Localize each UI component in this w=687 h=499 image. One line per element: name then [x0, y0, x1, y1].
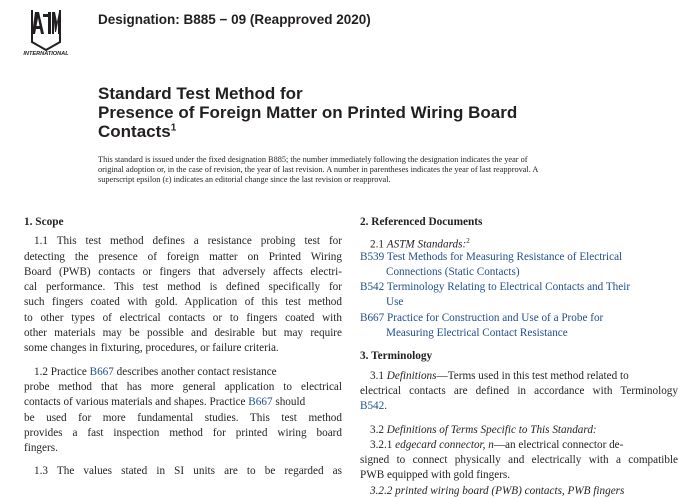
- text-fragment: contacts of various materials and shapes. Practice: [24, 396, 249, 409]
- title-footnote-mark[interactable]: 1: [170, 122, 177, 134]
- text-line: Board (PWB) contacts or fingers that adversely affects electri-: [24, 265, 342, 278]
- text-line: [360, 423, 678, 438]
- text-fragment: 3.1: [370, 369, 387, 382]
- text-line: [360, 369, 678, 384]
- astm-logo: [23, 4, 69, 57]
- notice-line: This standard is issued under the fixed designation B885; the number immediately following the designation indicates the year of: [98, 155, 528, 164]
- text-line: [360, 280, 678, 295]
- section-heading-scope: 1. Scope: [24, 216, 64, 228]
- title-line: Standard Test Method for: [98, 84, 303, 103]
- text-line: some changes in fixturing, procedures, or failure criteria.: [24, 342, 279, 355]
- page-title: [98, 84, 517, 141]
- logo-letter-m: [52, 12, 60, 34]
- reference-item: [360, 280, 678, 311]
- text-fragment: edgecard connector, n: [395, 438, 494, 451]
- title-line: [98, 122, 517, 141]
- scope-paragraph-1-1: [24, 234, 342, 356]
- text-line: fingers.: [24, 442, 58, 455]
- text-line: detecting the presence of foreign matter on Printed Wiring: [24, 250, 342, 263]
- reference-title[interactable]: Practice for Construction and Use of a Probe for: [384, 311, 604, 324]
- standard-notice: [98, 155, 628, 186]
- text-line: [360, 438, 678, 453]
- title-line-text: Contacts: [98, 122, 171, 141]
- ref-link-b542[interactable]: B542: [360, 400, 385, 413]
- text-fragment: —an electrical connector de-: [493, 438, 624, 451]
- text-fragment: ASTM Standards:: [386, 239, 467, 252]
- ref-link-b667[interactable]: B667: [248, 396, 273, 409]
- text-fragment: .: [384, 400, 388, 413]
- text-line: [360, 399, 678, 414]
- ref-link-b667[interactable]: B667: [89, 365, 114, 378]
- text-line: 1.1 This test method defines a resistance probing test for: [34, 235, 342, 248]
- reference-title[interactable]: Terminology Relating to Electrical Contacts and Their: [384, 281, 631, 294]
- right-column: [360, 215, 678, 499]
- text-line: provides a fast inspection method for printed wiring board: [24, 426, 342, 439]
- text-fragment: should: [272, 396, 306, 409]
- text-fragment: Definitions: [386, 369, 437, 382]
- text-line-partial: 3.2.2 printed wiring board (PWB) contacts, PWB fingers: [370, 484, 625, 497]
- text-line: signed to connect physically and electrically with a compatible: [360, 454, 678, 467]
- section-heading-terminology: 3. Terminology: [360, 350, 433, 363]
- reference-title[interactable]: Measuring Electrical Contact Resistance: [386, 327, 568, 340]
- reference-title[interactable]: Use: [386, 296, 404, 309]
- ref-link-b542[interactable]: B542: [360, 281, 385, 294]
- designation: Designation: B885 − 09 (Reapproved 2020): [98, 12, 371, 27]
- text-fragment: 3.2: [370, 423, 387, 436]
- text-line: [24, 365, 342, 380]
- reference-item: [360, 311, 678, 342]
- text-line: [360, 250, 678, 265]
- footnote-mark[interactable]: 2: [466, 237, 470, 246]
- reference-title[interactable]: Test Methods for Measuring Resistance of Electrical: [384, 250, 623, 263]
- text-line: cal performance. This test method is defined specifically for: [24, 281, 342, 294]
- logo-text: INTERNATIONAL: [23, 51, 69, 57]
- logo-letter-t: [48, 12, 51, 34]
- astm-standards-subheading: [360, 234, 678, 252]
- section-heading-referenced-documents: 2. Referenced Documents: [360, 216, 483, 228]
- text-line: to other types of electrical contacts or to fingers coated with: [24, 311, 342, 324]
- text-fragment: 3.2.1: [370, 438, 396, 451]
- scope-paragraph-1-3: 1.3 The values stated in SI units are to be regarded as: [34, 465, 342, 478]
- text-line: other materials may be possible and desirable but may require: [24, 327, 342, 340]
- text-line: such fingers coated with gold. Application of this test method: [24, 296, 342, 309]
- text-fragment: describes another contact resistance: [113, 365, 277, 378]
- reference-item: [360, 250, 678, 281]
- scope-paragraph-1-2: [24, 365, 342, 457]
- notice-line: original adoption or, in the case of revision, the year of last revision. A number in parentheses indicates the year of last reapproval. A: [98, 165, 539, 175]
- text-line: [24, 395, 342, 410]
- text-fragment: —Terms used in this test method related to: [436, 369, 629, 382]
- reference-title[interactable]: Connections (Static Contacts): [386, 265, 520, 278]
- left-column: [24, 215, 342, 480]
- ref-link-b539[interactable]: B539: [360, 250, 385, 263]
- text-line: electrical contacts are defined in accordance with Terminology: [360, 384, 678, 397]
- title-line: Presence of Foreign Matter on Printed Wiring Board: [98, 103, 518, 122]
- notice-line: superscript epsilon (ε) indicates an editorial change since the last revision or reapproval.: [98, 175, 391, 185]
- text-line: be used for more fundamental studies. This test method: [24, 411, 342, 424]
- text-fragment: 1.2 Practice: [34, 365, 90, 378]
- text-line: probe method that has more general application to electrical: [24, 380, 342, 393]
- text-line: [360, 311, 678, 326]
- text-line: PWB equipped with gold fingers.: [360, 469, 511, 482]
- ref-link-b667[interactable]: B667: [360, 311, 385, 324]
- logo-letter-a: [32, 12, 44, 34]
- text-fragment: Definitions of Terms Specific to This Standard:: [386, 423, 597, 436]
- text-fragment: 2.1: [370, 239, 387, 252]
